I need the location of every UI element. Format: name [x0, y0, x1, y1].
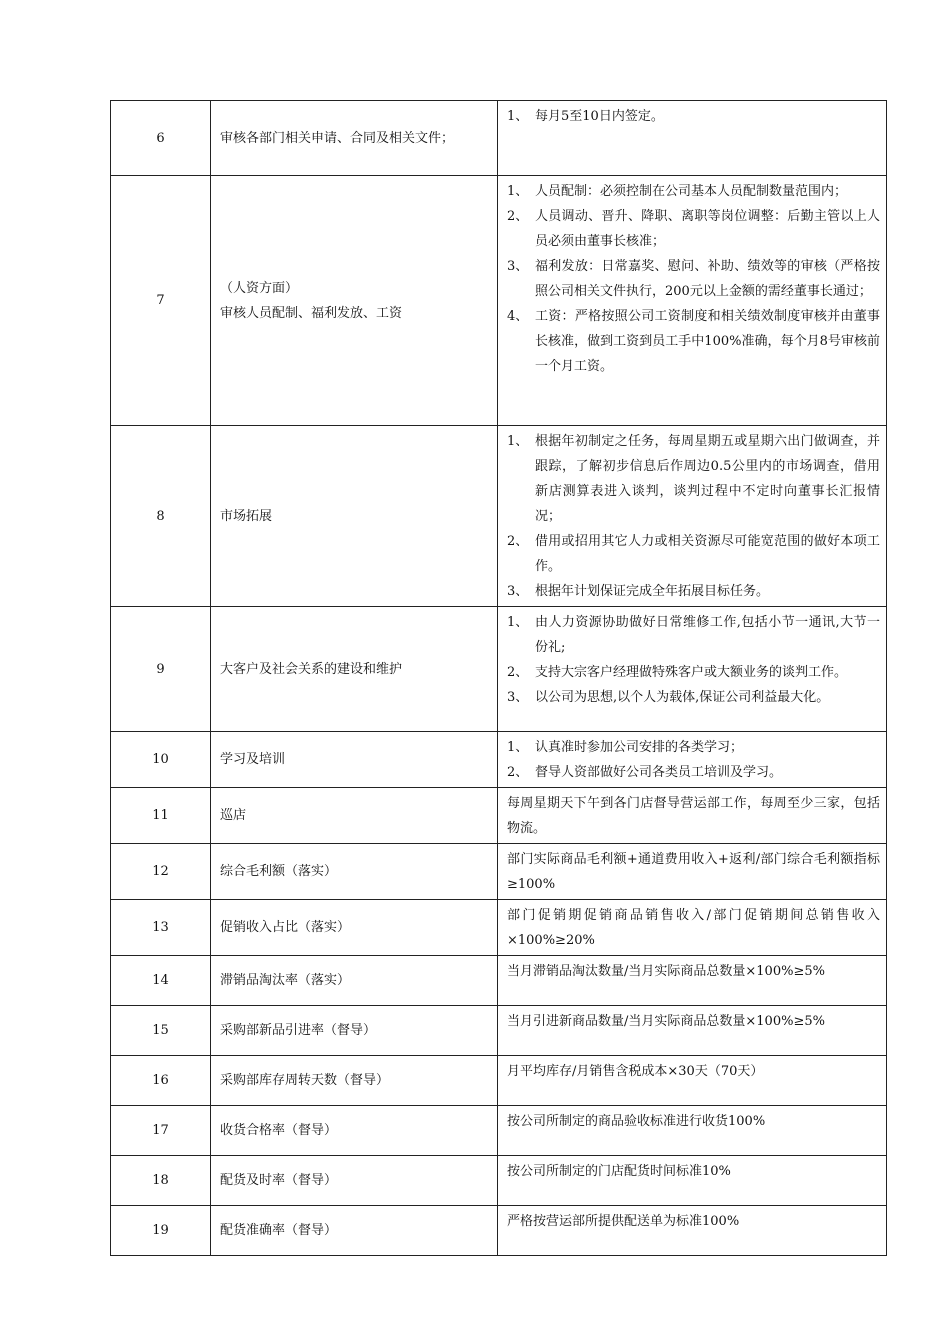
responsibility-table	[110, 100, 887, 1256]
item-text: 滞销品淘汰率（落实）	[220, 973, 351, 988]
list-marker: 2、	[507, 534, 529, 549]
list-text: 认真准时参加公司安排的各类学习；	[535, 740, 744, 755]
description-cell	[498, 607, 887, 732]
item-text: 配货及时率（督导）	[220, 1173, 338, 1188]
item-text: 促销收入占比（落实）	[220, 920, 351, 935]
list-item	[507, 735, 880, 760]
description-cell	[498, 1106, 887, 1156]
list-marker: 2、	[507, 209, 529, 224]
item-cell	[211, 1206, 498, 1256]
item-text: 收货合格率（督导）	[220, 1123, 338, 1138]
description-cell	[498, 1156, 887, 1206]
description-text: 当月滞销品淘汰数量/当月实际商品总数量×100%≥5%	[507, 964, 825, 979]
list-item	[507, 179, 880, 204]
description-cell	[498, 1006, 887, 1056]
list-marker: 1、	[507, 740, 529, 755]
list-text: 人员调动、晋升、降职、离职等岗位调整：后勤主管以上人员必须由董事长核准；	[535, 209, 880, 249]
table-row	[111, 176, 887, 426]
item-cell	[211, 900, 498, 956]
description-text: 月平均库存/月销售含税成本×30天（70天）	[507, 1064, 764, 1079]
description-text: 部门实际商品毛利额+通道费用收入+返利/部门综合毛利额指标≥100%	[507, 852, 880, 892]
item-text: （人资方面）	[220, 280, 299, 296]
table-row	[111, 732, 887, 788]
list-text: 以公司为思想,以个人为载体,保证公司利益最大化。	[535, 690, 830, 705]
list-marker: 1、	[507, 184, 529, 199]
row-number: 16	[111, 1056, 211, 1106]
table-row	[111, 1156, 887, 1206]
list-text: 督导人资部做好公司各类员工培训及学习。	[535, 765, 783, 780]
description-text: 当月引进新商品数量/当月实际商品总数量×100%≥5%	[507, 1014, 825, 1029]
row-number: 7	[111, 176, 211, 426]
description-text: 按公司所制定的商品验收标准进行收货100%	[507, 1114, 766, 1129]
table-row	[111, 844, 887, 900]
item-cell	[211, 426, 498, 607]
description-cell	[498, 176, 887, 426]
list-marker: 3、	[507, 584, 529, 599]
row-number: 8	[111, 426, 211, 607]
list-text: 由人力资源协助做好日常维修工作,包括小节一通讯,大节一份礼;	[535, 615, 880, 655]
list-marker: 2、	[507, 765, 529, 780]
table-row	[111, 900, 887, 956]
table-row	[111, 1006, 887, 1056]
list-marker: 4、	[507, 309, 529, 324]
item-cell	[211, 1156, 498, 1206]
item-cell	[211, 732, 498, 788]
list-item	[507, 685, 880, 710]
list-item	[507, 610, 880, 660]
item-text: 大客户及社会关系的建设和维护	[220, 661, 403, 677]
description-cell	[498, 956, 887, 1006]
list-item	[507, 204, 880, 254]
table-row	[111, 1206, 887, 1256]
item-text: 巡店	[220, 808, 247, 823]
description-cell	[498, 900, 887, 956]
list-marker: 1、	[507, 109, 529, 124]
row-number: 9	[111, 607, 211, 732]
list-marker: 3、	[507, 259, 529, 274]
description-text: 严格按营运部所提供配送单为标准100%	[507, 1214, 740, 1229]
description-cell	[498, 732, 887, 788]
table-row	[111, 956, 887, 1006]
item-text: 采购部新品引进率（督导）	[220, 1023, 377, 1038]
list-item	[507, 760, 880, 785]
row-number: 10	[111, 732, 211, 788]
table-row	[111, 788, 887, 844]
item-cell	[211, 788, 498, 844]
row-number: 13	[111, 900, 211, 956]
item-text: 市场拓展	[220, 508, 273, 524]
list-text: 工资：严格按照公司工资制度和相关绩效制度审核并由董事长核准，做到工资到员工手中100%准确，每个月8号审核前一个月工资。	[535, 309, 880, 374]
description-text: 按公司所制定的门店配货时间标准10%	[507, 1164, 731, 1179]
list-item	[507, 529, 880, 579]
description-cell	[498, 426, 887, 607]
item-text: 综合毛利额（落实）	[220, 864, 338, 879]
description-cell	[498, 1206, 887, 1256]
list-item	[507, 304, 880, 379]
row-number: 12	[111, 844, 211, 900]
table-body	[111, 101, 887, 1256]
item-text: 审核各部门相关申请、合同及相关文件；	[220, 130, 455, 146]
item-cell	[211, 844, 498, 900]
description-cell	[498, 101, 887, 176]
list-marker: 3、	[507, 690, 529, 705]
list-text: 借用或招用其它人力或相关资源尽可能宽范围的做好本项工作。	[535, 534, 880, 574]
list-marker: 2、	[507, 665, 529, 680]
description-cell	[498, 788, 887, 844]
row-number: 14	[111, 956, 211, 1006]
list-text: 人员配制：必须控制在公司基本人员配制数量范围内；	[535, 184, 848, 199]
list-item	[507, 254, 880, 304]
list-item	[507, 660, 880, 685]
table-row	[111, 101, 887, 176]
item-text: 配货准确率（督导）	[220, 1223, 338, 1238]
item-cell	[211, 1006, 498, 1056]
list-text: 福利发放：日常嘉奖、慰问、补助、绩效等的审核（严格按照公司相关文件执行，200元以上金额的需经董事长通过；	[535, 259, 880, 299]
list-text: 根据年初制定之任务，每周星期五或星期六出门做调查，并跟踪，了解初步信息后作周边0.5公里内的市场调查，借用新店测算表进入谈判，谈判过程中不定时向董事长汇报情况；	[535, 434, 880, 524]
table-row	[111, 426, 887, 607]
item-cell	[211, 956, 498, 1006]
item-text: 审核人员配制、福利发放、工资	[220, 305, 403, 321]
list-item	[507, 579, 880, 604]
list-text: 支持大宗客户经理做特殊客户或大额业务的谈判工作。	[535, 665, 848, 680]
row-number: 11	[111, 788, 211, 844]
item-cell	[211, 1106, 498, 1156]
item-cell	[211, 101, 498, 176]
row-number: 19	[111, 1206, 211, 1256]
list-text: 根据年计划保证完成全年拓展目标任务。	[535, 584, 770, 599]
description-text: 每周星期天下午到各门店督导营运部工作，每周至少三家，包括物流。	[507, 796, 880, 836]
row-number: 15	[111, 1006, 211, 1056]
row-number: 6	[111, 101, 211, 176]
item-text: 学习及培训	[220, 752, 286, 767]
row-number: 18	[111, 1156, 211, 1206]
item-cell	[211, 176, 498, 426]
item-cell	[211, 1056, 498, 1106]
list-marker: 1、	[507, 434, 529, 449]
description-text: 部门促销期促销商品销售收入/部门促销期间总销售收入×100%≥20%	[507, 908, 880, 948]
table-row	[111, 1056, 887, 1106]
table-row	[111, 607, 887, 732]
list-item	[507, 429, 880, 529]
list-item	[507, 104, 880, 129]
item-cell	[211, 607, 498, 732]
list-marker: 1、	[507, 615, 529, 630]
table-row	[111, 1106, 887, 1156]
item-text: 采购部库存周转天数（督导）	[220, 1073, 390, 1088]
description-cell	[498, 844, 887, 900]
list-text: 每月5至10日内签定。	[535, 109, 664, 124]
row-number: 17	[111, 1106, 211, 1156]
description-cell	[498, 1056, 887, 1106]
